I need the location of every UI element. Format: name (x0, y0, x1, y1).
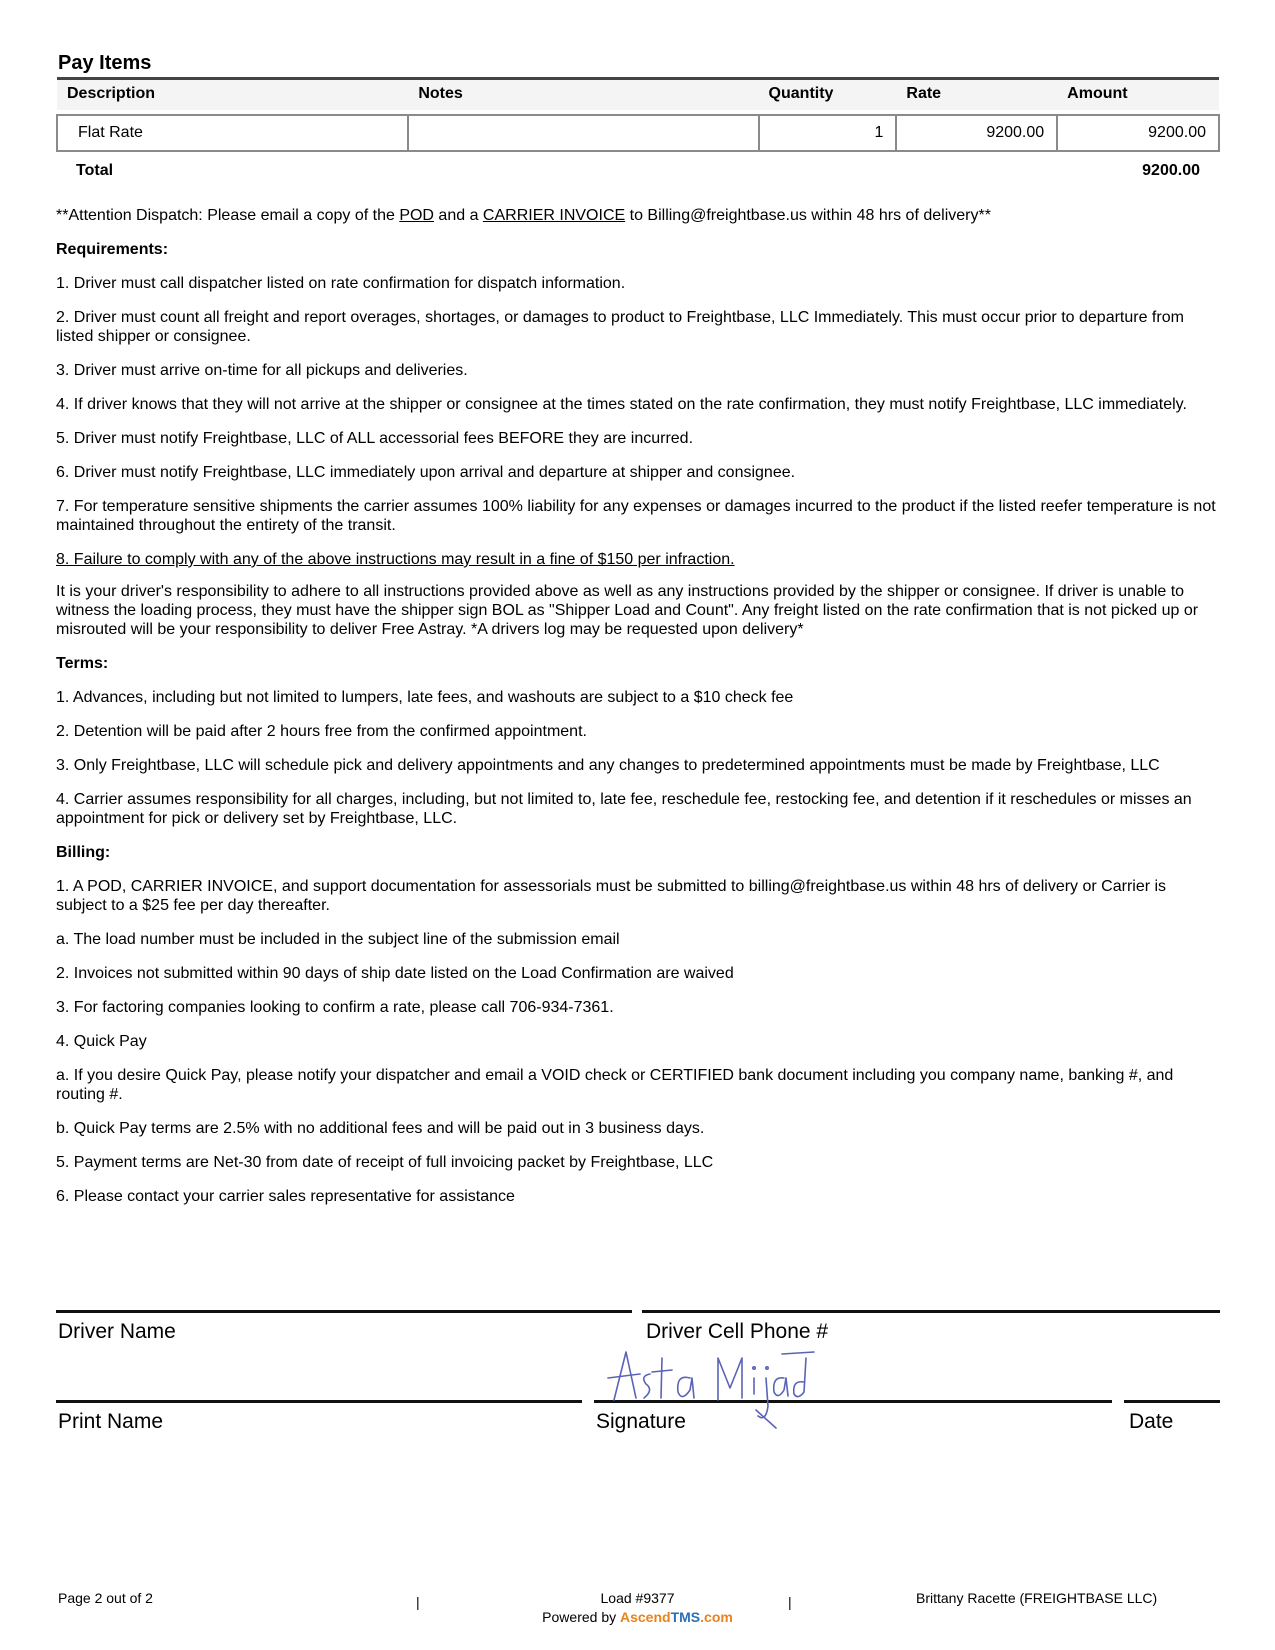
requirement-item: 2. Driver must count all freight and report overages, shortages, or damages to product to Freightbase, LLC Immediately. This must occur prior to departure from listed shipper or consignee. (56, 309, 1184, 345)
billing-item: 4. Quick Pay (56, 1033, 147, 1050)
attention-suffix: to Billing@freightbase.us within 48 hrs of delivery** (625, 207, 991, 224)
billing-item: 1. A POD, CARRIER INVOICE, and support documentation for assessorials must be submitted to billing@freightbase.us within 48 hrs of delivery or Carrier is subject to a $25 fee per day thereafter. (56, 878, 1167, 914)
cell-description: Flat Rate (57, 115, 408, 151)
attention-notice (56, 206, 1220, 225)
attention-mid: and a (433, 207, 483, 224)
total-value: 9200.00 (1142, 162, 1200, 179)
footer-page-number: Page 2 out of 2 (58, 1590, 153, 1606)
date-label: Date (1129, 1410, 1174, 1433)
requirement-item: 4. If driver knows that they will not arrive at the shipper or consignee at the times stated on the rate confirmation, they must notify Freightbase, LLC immediately. (56, 396, 1187, 413)
driver-phone-line[interactable] (642, 1310, 1220, 1313)
attention-pod: POD (399, 207, 434, 224)
terms-item: 4. Carrier assumes responsibility for all charges, including, but not limited to, late fee, reschedule fee, restocking fee, and detention if it reschedules or misses an appointment for pick or delivery set by Freightbase, LLC. (56, 791, 1192, 827)
requirement-item: 5. Driver must notify Freightbase, LLC of ALL accessorial fees BEFORE they are incurred. (56, 430, 694, 447)
cell-quantity: 1 (759, 115, 897, 151)
requirements-closing: It is your driver's responsibility to adhere to all instructions provided above as well as any instructions provided by the shipper or consignee. If driver is unable to witness the loading process, they must have the shipper sign BOL as "Shipper Load and Count". Any freight listed on the rate confirmation that is not picked up or misrouted will be your responsibility to deliver Free Astray. *A drivers log may be requested upon delivery* (56, 583, 1199, 638)
footer-powered-by (0, 1609, 1275, 1625)
total-row (56, 152, 1220, 180)
handwritten-signature (606, 1344, 816, 1434)
attention-prefix: **Attention Dispatch: Please email a copy of the (56, 207, 400, 224)
brand-logo-tms: TMS (670, 1609, 701, 1625)
requirement-item-fine: 8. Failure to comply with any of the above instructions may result in a fine of $150 per infraction. (56, 551, 735, 568)
driver-name-label: Driver Name (58, 1320, 176, 1343)
page-footer (0, 1590, 1275, 1630)
footer-load-number: Load #9377 (600, 1590, 675, 1606)
billing-heading: Billing: (56, 844, 111, 861)
brand-logo-ascend: Ascend (620, 1609, 671, 1625)
pay-items-title: Pay Items (58, 52, 152, 74)
terms-item: 3. Only Freightbase, LLC will schedule pick and delivery appointments and any changes to predetermined appointments must be made by Freightbase, LLC (56, 757, 1160, 774)
pay-items-table (56, 77, 1220, 152)
billing-item: 6. Please contact your carrier sales representative for assistance (56, 1188, 515, 1205)
requirement-item: 1. Driver must call dispatcher listed on rate confirmation for dispatch information. (56, 275, 626, 292)
column-header-amount: Amount (1057, 79, 1219, 111)
billing-item: 2. Invoices not submitted within 90 days of ship date listed on the Load Confirmation are waived (56, 965, 734, 982)
footer-separator-right: | (788, 1594, 792, 1610)
column-header-notes: Notes (408, 79, 758, 111)
column-header-rate: Rate (896, 79, 1057, 111)
requirements-heading: Requirements: (56, 241, 169, 258)
brand-logo-com: .com (700, 1609, 733, 1625)
table-header-row (57, 79, 1219, 111)
terms-item: 2. Detention will be paid after 2 hours free from the confirmed appointment. (56, 723, 587, 740)
billing-item: a. If you desire Quick Pay, please notify your dispatcher and email a VOID check or CERTIFIED bank document including you company name, banking #, and routing #. (56, 1067, 1174, 1103)
total-label: Total (76, 162, 114, 179)
terms-heading: Terms: (56, 655, 109, 672)
billing-item: 3. For factoring companies looking to confirm a rate, please call 706-934-7361. (56, 999, 614, 1016)
billing-item: b. Quick Pay terms are 2.5% with no additional fees and will be paid out in 3 business days. (56, 1120, 705, 1137)
cell-amount: 9200.00 (1057, 115, 1219, 151)
requirement-item: 3. Driver must arrive on-time for all pickups and deliveries. (56, 362, 468, 379)
driver-phone-label: Driver Cell Phone # (646, 1320, 829, 1343)
date-line[interactable] (1124, 1400, 1220, 1403)
terms-item: 1. Advances, including but not limited to lumpers, late fees, and washouts are subject to a $10 check fee (56, 689, 794, 706)
footer-user: Brittany Racette (FREIGHTBASE LLC) (916, 1590, 1158, 1606)
signature-label: Signature (596, 1410, 686, 1433)
footer-separator-left: | (416, 1594, 420, 1610)
signature-section (56, 1310, 1220, 1433)
requirement-item: 6. Driver must notify Freightbase, LLC immediately upon arrival and departure at shipper and consignee. (56, 464, 796, 481)
cell-rate: 9200.00 (896, 115, 1057, 151)
powered-by-text: Powered by (542, 1609, 620, 1625)
table-row (57, 115, 1219, 151)
billing-item: 5. Payment terms are Net-30 from date of receipt of full invoicing packet by Freightbase, LLC (56, 1154, 714, 1171)
column-header-description: Description (57, 79, 408, 111)
billing-item: a. The load number must be included in the subject line of the submission email (56, 931, 620, 948)
requirement-item: 7. For temperature sensitive shipments the carrier assumes 100% liability for any expenses or damages incurred to the product if the listed reefer temperature is not maintained throughout the entirety of the transit. (56, 498, 1216, 534)
print-name-label: Print Name (58, 1410, 164, 1433)
attention-invoice: CARRIER INVOICE (482, 207, 626, 224)
document-page (56, 52, 1220, 1206)
cell-notes (408, 115, 758, 151)
print-name-line[interactable] (56, 1400, 582, 1403)
driver-name-line[interactable] (56, 1310, 632, 1313)
column-header-quantity: Quantity (759, 79, 897, 111)
